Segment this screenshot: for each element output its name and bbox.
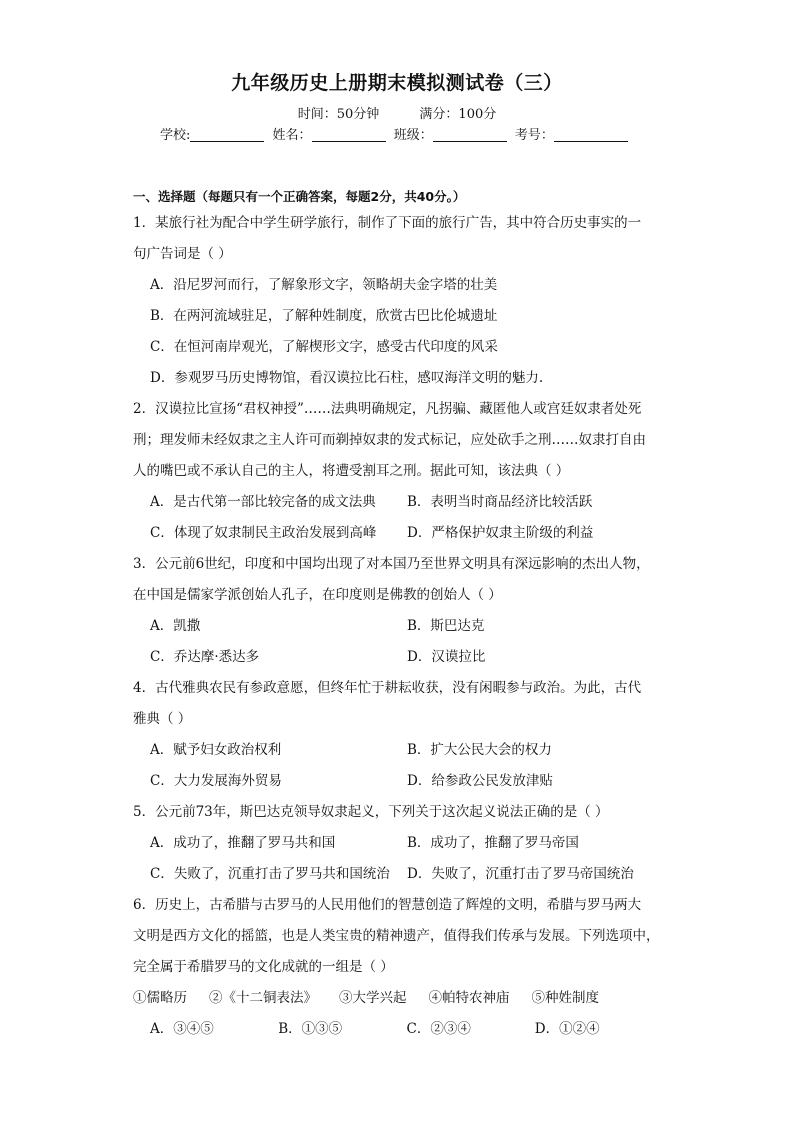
class-field[interactable] [433, 127, 507, 142]
question-stem: 雅典（ ） [133, 711, 192, 727]
option-d[interactable]: D．给参政公民发放津贴 [407, 773, 553, 789]
option-row [133, 828, 663, 859]
exam-score: 满分：100分 [419, 107, 497, 122]
option-row [133, 859, 663, 890]
question-stem: 文明是西方文化的摇篮，也是人类宝贵的精神遗产，值得我们传承与发展。下列选项中， [133, 928, 660, 944]
option-b[interactable]: B．表明当时商品经济比较活跃 [407, 494, 593, 510]
option-c[interactable]: C．大力发展海外贸易 [150, 773, 282, 789]
option-b[interactable]: B．①③⑤ [278, 1021, 343, 1037]
option-d[interactable]: D．失败了，沉重打击了罗马帝国统治 [407, 866, 634, 882]
option-a[interactable]: A．沿尼罗河而行，了解象形文字，领略胡夫金字塔的壮美 [150, 277, 498, 293]
option-b[interactable]: B．在两河流域驻足，了解种姓制度，欣赏古巴比伦城遗址 [150, 308, 498, 324]
question-4 [133, 673, 663, 797]
question-2 [133, 394, 663, 549]
option-row [133, 518, 663, 549]
question-stem: 刑；理发师未经奴隶之主人许可而剃掉奴隶的发式标记，应处砍手之刑……奴隶打自由 [133, 432, 646, 448]
option-d[interactable]: D．汉谟拉比 [407, 649, 486, 665]
question-stem: 2．汉谟拉比宣扬“君权神授”……法典明确规定，凡拐骗、藏匿他人或宫廷奴隶者处死 [133, 401, 642, 417]
option-c[interactable]: C．失败了，沉重打击了罗马共和国统治 [150, 866, 390, 882]
question-stem: 1．某旅行社为配合中学生研学旅行，制作了下面的旅行广告，其中符合历史事实的一 [133, 215, 642, 231]
option-c[interactable]: C．体现了奴隶制民主政治发展到高峰 [150, 525, 377, 541]
page-title: 九年级历史上册期末模拟测试卷（三） [231, 72, 563, 94]
option-row [133, 487, 663, 518]
question-stem: 完全属于希腊罗马的文化成就的一组是（ ） [133, 959, 394, 975]
option-c[interactable]: C．在恒河南岸观光，了解楔形文字，感受古代印度的风采 [150, 339, 498, 355]
question-stem: 3．公元前6世纪，印度和中国均出现了对本国乃至世界文明具有深远影响的杰出人物， [133, 556, 650, 572]
option-d[interactable]: D．①②④ [534, 1021, 600, 1037]
name-field[interactable] [312, 127, 386, 142]
option-a[interactable]: A．③④⑤ [150, 1021, 214, 1037]
question-6 [133, 890, 663, 1045]
list-item: ④帕特农神庙 [428, 990, 510, 1006]
option-row [133, 611, 663, 642]
section-heading: 一、选择题（每题只有一个正确答案，每题2分，共40分。） [133, 189, 466, 204]
option-b[interactable]: B．斯巴达克 [407, 618, 485, 634]
list-item: ⑤种姓制度 [531, 990, 599, 1006]
list-item: ①儒略历 [133, 990, 187, 1006]
option-row [133, 766, 663, 797]
option-row [133, 642, 663, 673]
exam-meta [0, 103, 794, 122]
question-5 [133, 797, 663, 890]
option-c[interactable]: C．乔达摩·悉达多 [150, 649, 260, 665]
exam-no-label: 考号： [514, 128, 554, 143]
list-item: ②《十二铜表法》 [209, 990, 317, 1006]
question-stem: 在中国是儒家学派创始人孔子，在印度则是佛教的创始人（ ） [133, 587, 502, 603]
option-c[interactable]: C．②③④ [406, 1021, 471, 1037]
question-stem: 4．古代雅典农民有参政意愿，但终年忙于耕耘收获，没有闲暇参与政治。为此，古代 [133, 680, 642, 696]
question-stem: 6．历史上，古希腊与古罗马的人民用他们的智慧创造了辉煌的文明，希腊与罗马两大 [133, 897, 642, 913]
option-b[interactable]: B．扩大公民大会的权力 [407, 742, 552, 758]
question-stem: 句广告词是（ ） [133, 246, 232, 262]
option-a[interactable]: A．是古代第一部比较完备的成文法典 [150, 494, 376, 510]
option-d[interactable]: D．严格保护奴隶主阶级的利益 [407, 525, 594, 541]
option-row [133, 1014, 663, 1045]
question-1 [133, 208, 663, 394]
exam-time: 时间：50分钟 [297, 107, 380, 122]
school-field[interactable] [190, 127, 264, 142]
option-row [133, 735, 663, 766]
name-label: 姓名： [272, 128, 312, 143]
option-a[interactable]: A．赋予妇女政治权利 [150, 742, 282, 758]
option-a[interactable]: A．凯撒 [150, 618, 201, 634]
class-label: 班级： [393, 128, 433, 143]
school-label: 学校: [160, 128, 191, 143]
option-b[interactable]: B．成功了，推翻了罗马帝国 [407, 835, 579, 851]
question-stem: 人的嘴巴或不承认自己的主人，将遭受割耳之刑。据此可知，该法典（ ） [133, 463, 570, 479]
question-3 [133, 549, 663, 673]
option-d[interactable]: D．参观罗马历史博物馆，看汉谟拉比石柱，感叹海洋文明的魅力. [150, 370, 544, 386]
list-item: ③大学兴起 [339, 990, 407, 1006]
exam-no-field[interactable] [554, 127, 628, 142]
option-a[interactable]: A．成功了，推翻了罗马共和国 [150, 835, 336, 851]
question-stem: 5．公元前73年，斯巴达克领导奴隶起义，下列关于这次起义说法正确的是（ ） [133, 804, 609, 820]
student-info [160, 124, 632, 143]
question-list [133, 186, 663, 1045]
item-list [133, 983, 663, 1014]
